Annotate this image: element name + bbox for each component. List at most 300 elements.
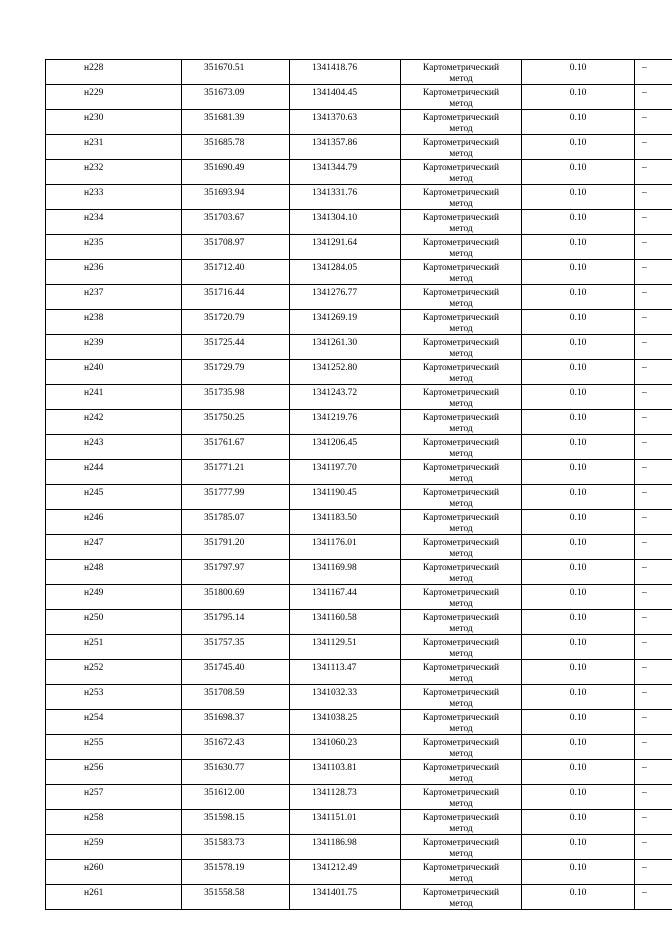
error-cell [522,760,635,785]
y-coordinate-cell [290,585,401,610]
error-cell [522,185,635,210]
point-name-cell [46,560,182,585]
point-name-cell [46,510,182,535]
error-cell [522,310,635,335]
method-cell [401,535,522,560]
x-coordinate: 351583.73 [204,838,245,848]
x-coordinate-cell [182,235,290,260]
method-line-1: Картометрический [422,738,500,748]
y-coordinate: 1341404.45 [312,88,358,98]
method-line-2: метод [449,373,473,384]
x-coordinate-cell [182,835,290,860]
method-text [401,785,521,809]
method-cell [401,610,522,635]
table-row [46,85,672,110]
method-text [401,885,521,909]
x-coordinate: 351712.40 [204,263,245,273]
note-cell [635,760,672,785]
x-coordinate-cell [182,185,290,210]
error-cell [522,335,635,360]
note-cell [635,660,672,685]
method-line-2: метод [449,848,473,859]
method-cell [401,335,522,360]
method-text [401,410,521,434]
error-value: 0.10 [569,88,587,98]
note-cell [635,635,672,660]
method-line-1: Картометрический [422,663,500,673]
error-value: 0.10 [569,738,587,748]
y-coordinate: 1341151.01 [312,813,357,823]
error-cell [522,835,635,860]
error-value: 0.10 [569,263,587,273]
y-coordinate-cell [290,635,401,660]
method-line-1: Картометрический [422,863,500,873]
error-cell [522,560,635,585]
method-cell [401,135,522,160]
method-text [401,685,521,709]
error-value: 0.10 [569,663,587,673]
method-line-2: метод [449,748,473,759]
error-value: 0.10 [569,838,587,848]
note-cell [635,585,672,610]
method-text [401,510,521,534]
point-name: н244 [84,463,104,473]
point-name: н257 [84,788,104,798]
point-name-cell [46,860,182,885]
note-value: – [642,763,647,773]
note-value: – [642,488,647,498]
method-cell [401,785,522,810]
method-line-2: метод [449,148,473,159]
method-text [401,435,521,459]
error-cell [522,710,635,735]
y-coordinate-cell [290,260,401,285]
y-coordinate: 1341269.19 [312,313,358,323]
table-row [46,435,672,460]
method-cell [401,710,522,735]
error-value: 0.10 [569,188,587,198]
y-coordinate: 1341252.80 [312,363,358,373]
y-coordinate: 1341160.58 [312,613,357,623]
y-coordinate: 1341401.75 [312,888,358,898]
point-name: н252 [84,663,104,673]
table-row [46,635,672,660]
error-cell [522,285,635,310]
method-line-1: Картометрический [422,413,500,423]
method-line-2: метод [449,773,473,784]
error-value: 0.10 [569,113,587,123]
y-coordinate-cell [290,710,401,735]
note-value: – [642,863,647,873]
x-coordinate: 351708.97 [204,238,245,248]
x-coordinate: 351708.59 [204,688,245,698]
x-coordinate: 351673.09 [204,88,245,98]
point-name: н261 [84,888,104,898]
method-line-2: метод [449,448,473,459]
method-cell [401,835,522,860]
error-cell [522,110,635,135]
y-coordinate-cell [290,410,401,435]
error-cell [522,235,635,260]
y-coordinate: 1341276.77 [312,288,358,298]
error-value: 0.10 [569,888,587,898]
table-row [46,885,672,910]
method-cell [401,360,522,385]
point-name: н246 [84,513,104,523]
method-cell [401,560,522,585]
point-name-cell [46,310,182,335]
y-coordinate-cell [290,110,401,135]
error-value: 0.10 [569,688,587,698]
table-row [46,185,672,210]
point-name-cell [46,735,182,760]
y-coordinate: 1341357.86 [312,138,358,148]
y-coordinate: 1341169.98 [312,563,357,573]
point-name-cell [46,835,182,860]
method-cell [401,635,522,660]
error-cell [522,60,635,85]
method-cell [401,685,522,710]
note-cell [635,735,672,760]
note-value: – [642,888,647,898]
method-text [401,710,521,734]
error-cell [522,685,635,710]
method-line-1: Картометрический [422,88,500,98]
method-line-1: Картометрический [422,763,500,773]
x-coordinate: 351761.67 [204,438,245,448]
point-name: н245 [84,488,104,498]
method-text [401,385,521,409]
method-line-2: метод [449,398,473,409]
error-value: 0.10 [569,638,587,648]
method-line-1: Картометрический [422,513,500,523]
method-text [401,110,521,134]
point-name-cell [46,535,182,560]
note-value: – [642,738,647,748]
method-line-1: Картометрический [422,813,500,823]
y-coordinate: 1341113.47 [312,663,357,673]
x-coordinate-cell [182,735,290,760]
error-cell [522,885,635,910]
x-coordinate-cell [182,360,290,385]
table-row [46,660,672,685]
y-coordinate-cell [290,235,401,260]
method-line-1: Картометрический [422,188,500,198]
x-coordinate: 351757.35 [204,638,245,648]
y-coordinate: 1341219.76 [312,413,358,423]
point-name: н259 [84,838,104,848]
coordinates-table-body [46,60,672,910]
point-name: н260 [84,863,104,873]
error-cell [522,160,635,185]
method-line-1: Картометрический [422,63,500,73]
point-name: н248 [84,563,104,573]
note-value: – [642,138,647,148]
error-value: 0.10 [569,538,587,548]
y-coordinate-cell [290,160,401,185]
method-line-1: Картометрический [422,213,500,223]
note-value: – [642,688,647,698]
method-line-2: метод [449,198,473,209]
x-coordinate-cell [182,710,290,735]
note-cell [635,110,672,135]
point-name: н242 [84,413,104,423]
y-coordinate: 1341038.25 [312,713,358,723]
table-row [46,60,672,85]
y-coordinate: 1341186.98 [312,838,357,848]
method-cell [401,510,522,535]
point-name-cell [46,810,182,835]
method-cell [401,185,522,210]
x-coordinate: 351725.44 [204,338,245,348]
point-name: н253 [84,688,104,698]
method-line-2: метод [449,323,473,334]
note-value: – [642,163,647,173]
table-row [46,810,672,835]
error-cell [522,385,635,410]
note-value: – [642,113,647,123]
point-name-cell [46,60,182,85]
error-cell [522,360,635,385]
point-name-cell [46,760,182,785]
point-name: н247 [84,538,104,548]
x-coordinate-cell [182,585,290,610]
method-text [401,635,521,659]
x-coordinate-cell [182,560,290,585]
point-name-cell [46,285,182,310]
method-line-2: метод [449,73,473,84]
error-value: 0.10 [569,388,587,398]
y-coordinate-cell [290,360,401,385]
method-text [401,485,521,509]
method-line-2: метод [449,698,473,709]
y-coordinate: 1341060.23 [312,738,358,748]
error-value: 0.10 [569,338,587,348]
error-value: 0.10 [569,613,587,623]
x-coordinate-cell [182,310,290,335]
method-text [401,810,521,834]
x-coordinate-cell [182,385,290,410]
method-line-2: метод [449,498,473,509]
table-row [46,260,672,285]
method-line-2: метод [449,223,473,234]
error-value: 0.10 [569,788,587,798]
error-value: 0.10 [569,138,587,148]
point-name-cell [46,160,182,185]
x-coordinate-cell [182,210,290,235]
method-line-2: метод [449,873,473,884]
x-coordinate-cell [182,285,290,310]
error-cell [522,485,635,510]
x-coordinate: 351771.21 [204,463,245,473]
error-cell [522,85,635,110]
y-coordinate-cell [290,560,401,585]
x-coordinate: 351791.20 [204,538,245,548]
table-row [46,460,672,485]
y-coordinate: 1341291.64 [312,238,358,248]
x-coordinate-cell [182,85,290,110]
x-coordinate-cell [182,510,290,535]
error-cell [522,535,635,560]
note-value: – [642,413,647,423]
table-row [46,860,672,885]
error-value: 0.10 [569,313,587,323]
method-cell [401,760,522,785]
y-coordinate-cell [290,285,401,310]
table-row [46,210,672,235]
y-coordinate-cell [290,385,401,410]
x-coordinate-cell [182,110,290,135]
x-coordinate: 351612.00 [204,788,245,798]
error-cell [522,635,635,660]
method-line-2: метод [449,623,473,634]
method-line-1: Картометрический [422,163,500,173]
note-cell [635,710,672,735]
x-coordinate-cell [182,610,290,635]
note-value: – [642,538,647,548]
note-cell [635,610,672,635]
y-coordinate: 1341197.70 [312,463,357,473]
method-text [401,60,521,84]
method-line-2: метод [449,273,473,284]
method-line-1: Картометрический [422,263,500,273]
note-cell [635,210,672,235]
point-name: н238 [84,313,104,323]
point-name-cell [46,685,182,710]
table-row [46,685,672,710]
y-coordinate-cell [290,435,401,460]
y-coordinate: 1341284.05 [312,263,358,273]
x-coordinate: 351630.77 [204,763,245,773]
note-cell [635,160,672,185]
method-line-1: Картометрический [422,488,500,498]
table-row [46,710,672,735]
point-name: н231 [84,138,104,148]
x-coordinate-cell [182,160,290,185]
method-cell [401,660,522,685]
note-cell [635,85,672,110]
error-value: 0.10 [569,63,587,73]
point-name-cell [46,660,182,685]
y-coordinate: 1341243.72 [312,388,358,398]
error-cell [522,610,635,635]
error-cell [522,410,635,435]
method-text [401,660,521,684]
y-coordinate: 1341167.44 [312,588,357,598]
point-name-cell [46,85,182,110]
note-cell [635,460,672,485]
x-coordinate: 351693.94 [204,188,245,198]
note-cell [635,860,672,885]
error-value: 0.10 [569,288,587,298]
point-name: н254 [84,713,104,723]
x-coordinate-cell [182,485,290,510]
point-name-cell [46,785,182,810]
y-coordinate-cell [290,760,401,785]
note-value: – [642,238,647,248]
note-value: – [642,563,647,573]
x-coordinate: 351800.69 [204,588,245,598]
error-value: 0.10 [569,713,587,723]
y-coordinate: 1341129.51 [312,638,357,648]
method-cell [401,485,522,510]
y-coordinate: 1341176.01 [312,538,357,548]
error-value: 0.10 [569,363,587,373]
error-cell [522,860,635,885]
x-coordinate: 351598.15 [204,813,245,823]
error-cell [522,135,635,160]
note-value: – [642,438,647,448]
method-line-2: метод [449,123,473,134]
method-text [401,760,521,784]
error-cell [522,460,635,485]
y-coordinate: 1341128.73 [312,788,357,798]
error-cell [522,510,635,535]
method-text [401,160,521,184]
y-coordinate: 1341261.30 [312,338,358,348]
x-coordinate: 351785.07 [204,513,245,523]
error-cell [522,585,635,610]
table-row [46,110,672,135]
note-cell [635,835,672,860]
method-line-2: метод [449,598,473,609]
note-cell [635,385,672,410]
point-name-cell [46,335,182,360]
note-value: – [642,288,647,298]
method-line-2: метод [449,348,473,359]
note-value: – [642,363,647,373]
point-name-cell [46,185,182,210]
method-text [401,835,521,859]
method-cell [401,885,522,910]
note-cell [635,785,672,810]
point-name-cell [46,885,182,910]
method-text [401,585,521,609]
note-value: – [642,638,647,648]
y-coordinate-cell [290,860,401,885]
table-row [46,535,672,560]
point-name-cell [46,110,182,135]
point-name: н249 [84,588,104,598]
method-cell [401,85,522,110]
y-coordinate: 1341304.10 [312,213,358,223]
y-coordinate-cell [290,210,401,235]
y-coordinate-cell [290,510,401,535]
method-line-1: Картометрический [422,388,500,398]
method-text [401,235,521,259]
point-name: н232 [84,163,104,173]
method-text [401,335,521,359]
method-line-1: Картометрический [422,688,500,698]
error-cell [522,210,635,235]
method-line-2: метод [449,298,473,309]
method-line-2: метод [449,473,473,484]
note-value: – [642,188,647,198]
method-line-1: Картометрический [422,288,500,298]
x-coordinate-cell [182,760,290,785]
method-line-2: метод [449,673,473,684]
point-name-cell [46,360,182,385]
note-value: – [642,313,647,323]
table-row [46,385,672,410]
error-value: 0.10 [569,438,587,448]
point-name: н229 [84,88,104,98]
note-value: – [642,713,647,723]
x-coordinate: 351672.43 [204,738,245,748]
y-coordinate-cell [290,85,401,110]
x-coordinate: 351685.78 [204,138,245,148]
x-coordinate-cell [182,685,290,710]
